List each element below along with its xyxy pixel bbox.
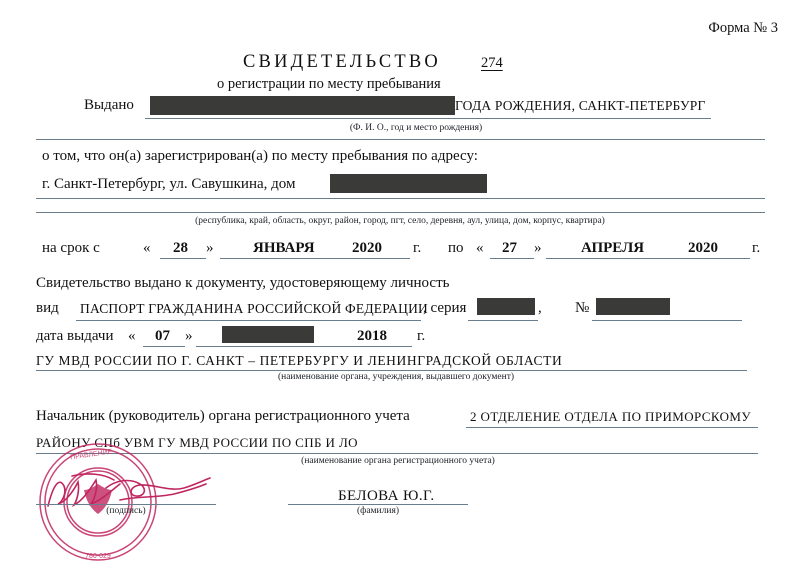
form-number: Форма № 3 bbox=[708, 20, 778, 36]
official-round-stamp bbox=[36, 440, 160, 564]
term-month-to-rule bbox=[546, 258, 750, 259]
identity-date-label: дата выдачи bbox=[36, 328, 114, 344]
identity-date-day: 07 bbox=[155, 328, 170, 344]
term-quote-open-from: « bbox=[143, 240, 151, 256]
term-quote-close-to: » bbox=[534, 240, 542, 256]
svg-text:ПРАВЛЕНИЕ: ПРАВЛЕНИЕ bbox=[69, 448, 113, 462]
identity-type-value: ПАСПОРТ ГРАЖДАНИНА РОССИЙСКОЙ ФЕДЕРАЦИИ bbox=[80, 301, 428, 316]
redaction-fullname bbox=[150, 96, 455, 115]
document-subtitle: о регистрации по месту пребывания bbox=[217, 76, 441, 92]
identity-type-rule bbox=[76, 320, 421, 321]
address-value: г. Санкт-Петербург, ул. Савушкина, дом bbox=[42, 176, 296, 192]
address-caption: (республика, край, область, округ, район, город, пгт, село, деревня, аул, улица, дом, корпус, квартира) bbox=[195, 216, 605, 226]
identity-date-quote-close: » bbox=[185, 328, 193, 344]
issuing-authority-caption: (наименование органа, учреждения, выдавшего документ) bbox=[277, 372, 515, 382]
redaction-passport-series bbox=[477, 298, 535, 315]
identity-type-label: вид bbox=[36, 300, 59, 316]
document-title: СВИДЕТЕЛЬСТВО bbox=[243, 52, 441, 72]
identity-series-label: , серия bbox=[423, 300, 467, 316]
identity-date-rest-rule bbox=[196, 346, 412, 347]
redaction-passport-number bbox=[596, 298, 670, 315]
term-day-to: 27 bbox=[502, 240, 517, 256]
surname-caption: (фамилия) bbox=[357, 506, 399, 516]
term-prefix: на срок с bbox=[42, 240, 100, 256]
issued-caption: (Ф. И. О., год и место рождения) bbox=[349, 123, 483, 133]
term-month-to: АПРЕЛЯ bbox=[581, 240, 645, 256]
issued-underline bbox=[145, 118, 711, 119]
term-year-from: 2020 bbox=[352, 240, 382, 256]
chief-surname: БЕЛОВА Ю.Г. bbox=[338, 488, 435, 504]
identity-date-suffix: г. bbox=[417, 328, 426, 344]
identity-date-year: 2018 bbox=[357, 328, 387, 344]
issuing-authority: ГУ МВД РОССИИ ПО Г. САНКТ – ПЕТЕРБУРГУ И ЛЕНИНГРАДСКОЙ ОБЛАСТИ bbox=[36, 353, 563, 368]
term-day-to-rule bbox=[490, 258, 534, 259]
chief-org-line1: 2 ОТДЕЛЕНИЕ ОТДЕЛА ПО ПРИМОРСКОМУ bbox=[470, 409, 751, 424]
address-underline bbox=[36, 198, 765, 199]
registration-statement: о том, что он(а) зарегистрирован(а) по месту пребывания по адресу: bbox=[42, 148, 478, 164]
surname-rule bbox=[288, 504, 468, 505]
signature-rule bbox=[36, 504, 216, 505]
identity-date-quote-open: « bbox=[128, 328, 136, 344]
term-year-suffix-to: г. bbox=[752, 240, 761, 256]
chief-org-caption: (наименование органа регистрационного учета) bbox=[301, 456, 495, 466]
term-day-from-rule bbox=[160, 258, 206, 259]
identity-series-rule bbox=[468, 320, 538, 321]
redaction-issue-month bbox=[222, 326, 314, 343]
term-quote-open-to: « bbox=[476, 240, 484, 256]
term-quote-close-from: » bbox=[206, 240, 214, 256]
identity-date-day-rule bbox=[143, 346, 185, 347]
document-number: 274 bbox=[481, 55, 503, 71]
term-year-to: 2020 bbox=[688, 240, 718, 256]
chief-org-rule-1 bbox=[466, 427, 758, 428]
issued-to-label: Выдано bbox=[84, 97, 134, 113]
birth-year-and-place: ГОДА РОЖДЕНИЯ, САНКТ-ПЕТЕРБУРГ bbox=[455, 98, 706, 113]
term-day-from: 28 bbox=[173, 240, 188, 256]
chief-label: Начальник (руководитель) органа регистрационного учета bbox=[36, 408, 410, 424]
term-month-from: ЯНВАРЯ bbox=[253, 240, 315, 256]
redaction-house-apartment bbox=[330, 174, 487, 193]
signature-caption: (подпись) bbox=[106, 506, 146, 516]
chief-org-line2: РАЙОНУ СПб УВМ ГУ МВД РОССИИ ПО СПБ И ЛО bbox=[36, 435, 358, 450]
svg-text:780-029: 780-029 bbox=[85, 553, 111, 560]
identity-number-label: № bbox=[575, 300, 590, 316]
identity-intro: Свидетельство выдано к документу, удостоверяющему личность bbox=[36, 275, 450, 291]
blank-rule-1 bbox=[36, 139, 765, 140]
identity-number-rule bbox=[592, 320, 742, 321]
identity-series-comma: , bbox=[538, 300, 542, 316]
term-month-from-rule bbox=[220, 258, 410, 259]
address-underline-2 bbox=[36, 212, 765, 213]
issuing-authority-rule bbox=[36, 370, 747, 371]
term-po-label: по bbox=[448, 240, 464, 256]
term-year-suffix-from: г. bbox=[413, 240, 422, 256]
